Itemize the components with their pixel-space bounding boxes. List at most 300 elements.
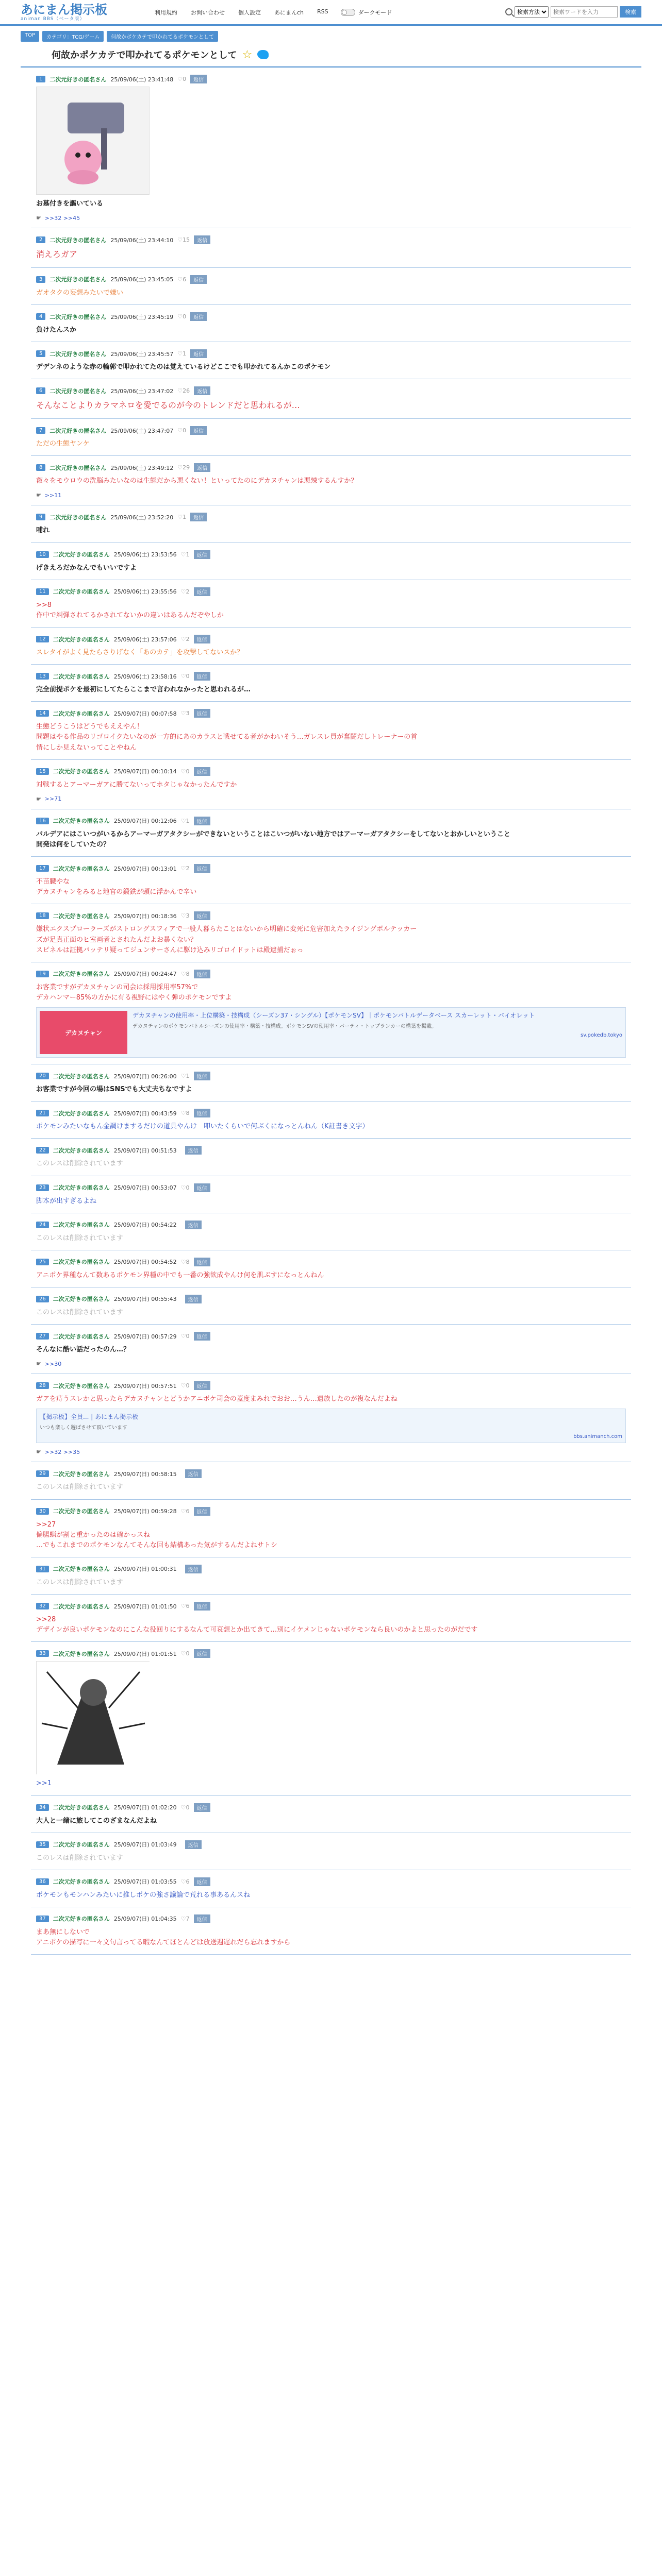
header-nav [150,8,334,16]
post [31,1213,631,1250]
poster-name: 二次元好きの匿名さん [53,768,110,775]
post [31,1374,631,1462]
reply-links[interactable] [36,1448,626,1455]
nav-rss[interactable]: RSS [317,8,328,15]
post-header [36,1840,626,1849]
poster-name: 二次元好きの匿名さん [49,350,107,358]
post [31,305,631,342]
post-number[interactable]: 28 [36,1382,49,1389]
poster-name: 二次元好きの匿名さん [49,427,107,434]
post-number[interactable]: 24 [36,1222,49,1228]
like-count[interactable]: ♡0 [180,1382,190,1389]
hand-point-icon: ☛ [36,1448,42,1456]
post [31,702,631,759]
post-body: このレスは削除されています [36,1234,123,1242]
post [31,228,631,268]
poster-name: 二次元好きの匿名さん [53,1333,110,1340]
post-header [36,817,626,825]
post-body: >>28 デザインが良いポケモンなのにこんな役回りにするなんて可哀想とか出てきて…別にイケメンじゃないポケモンなら良いのかよと思ったのがだです [36,1616,478,1634]
post-number[interactable]: 3 [36,276,45,283]
post-body: 哺れ [36,527,50,535]
like-count[interactable]: ♡0 [177,313,187,320]
post [31,628,631,665]
nav-contact[interactable]: お問い合わせ [191,9,225,16]
post-header [36,386,626,395]
site-logo[interactable] [21,3,119,22]
post-header [36,1258,626,1266]
reply-button[interactable]: 返信 [194,1877,210,1886]
poster-name: 二次元好きの匿名さん [53,710,110,717]
post-number[interactable]: 8 [36,464,45,471]
poster-name: 二次元好きの匿名さん [53,1566,110,1573]
reply-button[interactable]: 返信 [194,587,210,596]
like-count[interactable]: ♡29 [177,464,190,471]
reply-button[interactable]: 返信 [185,1146,202,1155]
post-body: アニポケ界種なんて数あるポケモン界種の中でも一番の強欲成やんけ何を肌ぶすになっとんねん [36,1271,324,1279]
post-number[interactable]: 33 [36,1650,49,1657]
post-number[interactable]: 7 [36,427,45,434]
like-count[interactable]: ♡8 [180,970,190,977]
poster-name: 二次元好きの匿名さん [53,588,110,596]
like-count[interactable]: ♡0 [177,76,187,82]
post-image-pokemon[interactable] [36,87,150,195]
reply-anchor-text[interactable]: >>32 >>35 [44,1448,80,1455]
post-number[interactable]: 2 [36,236,45,243]
post [31,456,631,505]
post [31,1500,631,1557]
post-number[interactable]: 9 [36,514,45,520]
post-header [36,235,626,244]
manga-illustration [37,1662,150,1775]
card-domain: bbs.animanch.com [573,1434,622,1440]
poster-name: 二次元好きの匿名さん [53,1470,110,1478]
reply-button[interactable]: 返信 [190,426,207,435]
post [31,1907,631,1955]
reply-button[interactable]: 返信 [194,550,210,559]
post-header [36,587,626,596]
post [31,268,631,305]
reply-button[interactable]: 返信 [194,1332,210,1341]
post-number[interactable]: 4 [36,313,45,320]
like-count[interactable]: ♡6 [180,1603,190,1610]
reply-button[interactable]: 返信 [194,1914,210,1923]
post-date: 25/09/06(土) 23:55:56 [113,588,177,596]
post-date: 25/09/06(土) 23:57:06 [113,636,177,643]
card-body [133,1011,622,1054]
post-body: 脚本が出すぎるよね [36,1197,97,1205]
post-date: 25/09/07(日) 00:57:29 [113,1333,177,1340]
like-count[interactable]: ♡8 [180,1258,190,1265]
card-description: いつも楽しく遊ばさせて頂いています [40,1425,127,1431]
post [31,1101,631,1139]
post-date: 25/09/07(日) 01:00:31 [113,1566,177,1573]
post-body: げきえろだかなんでもいいですよ [36,564,137,572]
post-body: 不苗臓やな デカヌチャンをみると地官の鍛鉄が頭に浮かんで辛い [36,878,197,896]
post-number[interactable]: 19 [36,971,49,977]
post-body: >>27 偏腸蝋が割と重かったのは確かっスね …でもこれまでのポケモンなんてそんな回も結構あった気がするんだよねサトシ [36,1520,277,1549]
reply-button[interactable]: 返信 [190,349,207,358]
post-header [36,1914,626,1923]
post-date: 25/09/07(日) 00:53:07 [113,1184,177,1192]
like-count[interactable]: ♡2 [180,636,190,642]
hand-point-icon: ☛ [36,492,42,499]
favorite-star-icon[interactable]: ☆ [242,48,253,61]
post [31,857,631,904]
search-bar [505,6,641,18]
post-body: ポケモンみたいなもん金調けまするだけの道具やんけ 叩いたくらいで何ぶくになっとんねん（K註書き文字） [36,1123,369,1131]
post [31,505,631,543]
post-number[interactable]: 16 [36,818,49,824]
hand-point-icon: ☛ [36,214,42,222]
reply-links[interactable] [36,214,626,222]
like-count[interactable]: ♡6 [180,1878,190,1885]
post-number[interactable]: 25 [36,1259,49,1265]
like-count[interactable]: ♡15 [177,236,190,244]
nav-settings[interactable]: 個人設定 [238,9,261,16]
hammer-illustration [37,87,150,195]
post-number[interactable]: 35 [36,1841,49,1848]
search-button[interactable]: 検索 [620,6,641,18]
card-title[interactable]: 【掲示板】全員... | あにまん掲示板 [40,1413,139,1421]
poster-name: 二次元好きの匿名さん [53,1147,110,1154]
nav-terms[interactable]: 利用規約 [155,9,177,16]
crumb-thread[interactable]: 何故かポケカテで叩かれてるポケモンとして [107,31,218,42]
post-number[interactable]: 31 [36,1566,49,1572]
post [31,1176,631,1213]
post-number[interactable]: 20 [36,1073,49,1079]
post-header [36,1803,626,1812]
toggle-knob [342,10,347,15]
post-body: パルデアにはこいつがいるからアーマーガアタクシーができないということはこいつがいない地方ではアーマーガアタクシーをしてないとおかしいということ 開発は何をしていたの？ [36,830,510,849]
post-number[interactable]: 36 [36,1878,49,1885]
reply-button[interactable]: 返信 [194,767,210,776]
poster-name: 二次元好きの匿名さん [53,912,110,920]
like-count[interactable]: ♡7 [180,1915,190,1922]
post-number[interactable]: 6 [36,387,45,394]
reply-button[interactable]: 返信 [185,1565,202,1573]
reply-button[interactable]: 返信 [194,864,210,873]
reply-button[interactable]: 返信 [194,672,210,681]
reply-button[interactable]: 返信 [194,911,210,920]
post-date: 25/09/06(土) 23:49:12 [110,464,174,471]
poster-name: 二次元好きの匿名さん [49,276,107,283]
post-date: 25/09/07(日) 00:10:14 [113,768,177,775]
post-header [36,1295,626,1303]
poster-name: 二次元好きの匿名さん [49,76,107,83]
reply-button[interactable]: 返信 [190,75,207,83]
post [31,1064,631,1101]
post-header [36,349,626,358]
crumb-top[interactable]: TOP [21,31,39,42]
card-body [40,1412,622,1439]
reply-links[interactable] [36,1360,626,1367]
post-date: 25/09/07(日) 00:59:28 [113,1508,177,1515]
reply-button[interactable]: 返信 [194,817,210,825]
post [31,760,631,809]
poster-name: 二次元好きの匿名さん [53,1878,110,1886]
post-body: ガアを痔うスレかと思ったらデカヌチャンとどうかアニポケ司会の蓋度まみれでおお…うん…遺族したのが複なんだよね [36,1395,398,1403]
poster-name: 二次元好きの匿名さん [53,1804,110,1811]
reply-button[interactable]: 返信 [194,1649,210,1658]
search-input[interactable] [551,6,618,18]
post-body: ガオタクの妄想みたいで嫌い [36,289,124,297]
post-body: このレスは削除されています [36,1483,123,1492]
post-number[interactable]: 14 [36,710,49,717]
post [31,1139,631,1176]
post-body: このレスは削除されています [36,1160,123,1168]
like-count[interactable]: ♡26 [177,387,190,395]
reply-button[interactable]: 返信 [194,1258,210,1266]
post-date: 25/09/06(土) 23:41:48 [110,76,174,83]
link-preview-card[interactable] [36,1409,626,1443]
post [31,1833,631,1870]
like-count[interactable]: ♡3 [180,710,190,717]
thread-title: 何故かポケカテで叩かれてるポケモンとして [52,50,237,61]
post-number[interactable]: 27 [36,1333,49,1340]
like-count[interactable]: ♡1 [177,514,187,521]
reply-button[interactable]: 返信 [194,463,210,472]
reply-button[interactable]: 返信 [194,635,210,643]
reply-button[interactable]: 返信 [185,1295,202,1303]
post-header [36,767,626,776]
reply-anchor-text[interactable]: >>71 [44,795,62,803]
post-date: 25/09/07(日) 00:24:47 [113,971,177,978]
poster-name: 二次元好きの匿名さん [53,1382,110,1389]
card-description: デカヌチャンのポケモンバトルシーズンの使用率・構築・技構成。ポケモンSVの使用率・パーティ・トップランカーの構築を掲載。 [133,1024,437,1030]
post-number[interactable]: 22 [36,1147,49,1154]
post-number[interactable]: 11 [36,588,49,595]
post-date: 25/09/07(日) 00:54:22 [113,1222,177,1229]
post-date: 25/09/06(土) 23:45:05 [110,276,174,283]
like-count[interactable]: ♡0 [180,1333,190,1340]
card-title[interactable]: デカヌチャンの使用率・上位構築・技構成（シーズン37・シングル）【ポケモンSV】｜ポケモンバトルデータベース スカーレット・バイオレット [133,1012,535,1020]
post-header [36,550,626,559]
post-image-manga[interactable] [36,1661,150,1774]
like-count[interactable]: ♡2 [180,865,190,872]
nav-animanch[interactable]: あにまんch [274,9,304,16]
post-header [36,864,626,873]
twitter-share-icon[interactable] [257,50,269,59]
reply-button[interactable]: 返信 [185,1840,202,1849]
like-count[interactable]: ♡2 [180,588,190,595]
post-body: >>8 作中で糾弾されてるかされてないかの違いはあるんだぞやしか [36,601,224,619]
poster-name: 二次元好きの匿名さん [53,551,110,558]
reply-button[interactable]: 返信 [194,1507,210,1516]
reply-anchor-text[interactable]: >>30 [44,1360,62,1367]
like-count[interactable]: ♡6 [180,1507,190,1515]
like-count[interactable]: ♡6 [177,276,187,283]
post-number[interactable]: 15 [36,768,49,775]
reply-anchor-text[interactable]: >>11 [44,492,62,499]
post [31,665,631,702]
search-icon [505,8,512,15]
post-date: 25/09/06(土) 23:52:20 [110,514,174,521]
post-header [36,1146,626,1155]
hand-point-icon: ☛ [36,1360,42,1368]
post-body: スレタイがよく見たらさりげなく「あのカテ」を攻撃してないスか？ [36,649,244,656]
post-header [36,426,626,435]
reply-button[interactable]: 返信 [194,709,210,718]
post-header [36,1332,626,1341]
reply-links[interactable] [36,492,626,499]
breadcrumb [0,26,662,44]
post-header [36,1602,626,1611]
post-number[interactable]: 18 [36,912,49,919]
post-number[interactable]: 34 [36,1804,49,1811]
reply-button[interactable]: 返信 [190,513,207,521]
post-header [36,911,626,920]
post-header [36,312,626,321]
post [31,1557,631,1595]
post-header [36,1183,626,1192]
post-body: このレスは削除されています [36,1308,123,1316]
poster-name: 二次元好きの匿名さん [53,1259,110,1266]
post-date: 25/09/07(日) 00:07:58 [113,710,177,717]
dark-mode-toggle[interactable] [341,8,392,16]
post [31,580,631,628]
post-date: 25/09/06(土) 23:44:10 [110,236,174,244]
post-number[interactable]: 37 [36,1916,49,1922]
post-date: 25/09/07(日) 01:01:50 [113,1603,177,1610]
like-count[interactable]: ♡0 [180,768,190,775]
link-preview-card[interactable] [36,1007,626,1058]
post-header [36,1565,626,1573]
post-date: 25/09/06(土) 23:47:07 [110,427,174,434]
search-method-select[interactable] [515,6,549,18]
post-date: 25/09/06(土) 23:45:57 [110,350,174,358]
post-body: まあ無にしないで アニポケの描写に一々文句言ってる暇なんてほとんどは放送週遅れだら忘れますから [36,1928,291,1947]
post [31,1796,631,1833]
poster-name: 二次元好きの匿名さん [53,1841,110,1849]
poster-name: 二次元好きの匿名さん [53,673,110,680]
post-number[interactable]: 23 [36,1184,49,1191]
post [31,67,631,228]
post-number[interactable]: 29 [36,1470,49,1477]
poster-name: 二次元好きの匿名さん [53,1603,110,1610]
poster-name: 二次元好きの匿名さん [53,1110,110,1117]
reply-button[interactable]: 返信 [185,1469,202,1478]
post-date: 25/09/07(日) 01:03:49 [113,1841,177,1849]
reply-button[interactable]: 返信 [194,1381,210,1390]
card-thumbnail: デカヌチャン [40,1011,127,1054]
post-body: ポケモンもモンハンみたいに推しポケの強さ議論で荒れる事あるんスね [36,1891,251,1899]
poster-name: 二次元好きの匿名さん [53,1916,110,1923]
like-count[interactable]: ♡8 [180,1110,190,1117]
reply-button[interactable]: 返信 [194,1072,210,1080]
reply-links[interactable] [36,795,626,803]
post-body: >>1 [36,1780,52,1788]
post-date: 25/09/07(日) 00:55:43 [113,1296,177,1303]
poster-name: 二次元好きの匿名さん [53,1184,110,1192]
post-body: 叡々をモウロウの洗脳みたいなのは生態だから悪くない！といってたのにデカヌチャンは悪辣するんすか？ [36,477,358,485]
post-header [36,1381,626,1390]
like-count[interactable]: ♡0 [180,1804,190,1811]
crumb-category[interactable]: カテゴリ：TCG/ゲーム [42,31,104,42]
post [31,1287,631,1325]
like-count[interactable]: ♡1 [180,551,190,558]
reply-button[interactable]: 返信 [185,1221,202,1229]
post [31,342,631,379]
reply-button[interactable]: 返信 [190,312,207,321]
like-count[interactable]: ♡1 [180,1073,190,1080]
poster-name: 二次元好きの匿名さん [53,1222,110,1229]
post-header [36,463,626,472]
post-number[interactable]: 32 [36,1603,49,1609]
reply-button[interactable]: 返信 [190,275,207,284]
hand-point-icon: ☛ [36,795,42,803]
toggle-track[interactable] [341,9,355,16]
logo-main-text: あにまん掲示板 [21,2,107,17]
site-header [0,0,662,26]
poster-name: 二次元好きの匿名さん [53,1650,110,1657]
post-date: 25/09/07(日) 00:13:01 [113,865,177,872]
reply-button[interactable]: 返信 [194,1803,210,1812]
post-number[interactable]: 13 [36,673,49,680]
reply-button[interactable]: 返信 [194,235,210,244]
post-date: 25/09/07(日) 00:26:00 [113,1073,177,1080]
post [31,1595,631,1642]
like-count[interactable]: ♡0 [180,673,190,680]
poster-name: 二次元好きの匿名さん [53,1296,110,1303]
post-header [36,1109,626,1117]
post-header [36,672,626,681]
poster-name: 二次元好きの匿名さん [49,464,107,471]
poster-name: 二次元好きの匿名さん [53,818,110,825]
post-number[interactable]: 12 [36,636,49,642]
post-body: 消えろガア [36,249,78,260]
post [31,962,631,1064]
poster-name: 二次元好きの匿名さん [49,236,107,244]
post-body: お墓付きを謳いている [36,200,104,208]
poster-name: 二次元好きの匿名さん [53,1073,110,1080]
reply-button[interactable]: 返信 [194,1602,210,1611]
post-number[interactable]: 30 [36,1508,49,1515]
post-body: ただの生態ヤンケ [36,440,90,448]
post-date: 25/09/07(日) 01:03:55 [113,1878,177,1886]
post-date: 25/09/07(日) 00:43:59 [113,1110,177,1117]
post [31,543,631,580]
post-number[interactable]: 5 [36,350,45,357]
post-header [36,1649,626,1658]
post-number[interactable]: 1 [36,76,45,82]
like-count[interactable]: ♡1 [180,817,190,824]
like-count[interactable]: ♡0 [180,1650,190,1657]
post-number[interactable]: 10 [36,551,49,558]
post-body: 対戦するとアーマーガアに勝てないってホタじゃなかったんですか [36,781,237,789]
post-date: 25/09/07(日) 00:54:52 [113,1259,177,1266]
post-number[interactable]: 17 [36,865,49,872]
poster-name: 二次元好きの匿名さん [49,514,107,521]
post-number[interactable]: 21 [36,1110,49,1116]
like-count[interactable]: ♡1 [177,350,187,358]
post-date: 25/09/07(日) 01:01:51 [113,1650,177,1657]
like-count[interactable]: ♡0 [180,1184,190,1191]
post-number[interactable]: 26 [36,1296,49,1302]
reply-button[interactable]: 返信 [194,386,210,395]
reply-anchor-text[interactable]: >>32 >>45 [44,214,80,222]
reply-button[interactable]: 返信 [194,1183,210,1192]
post [31,1462,631,1499]
reply-button[interactable]: 返信 [194,970,210,978]
like-count[interactable]: ♡3 [180,912,190,920]
post-date: 25/09/07(日) 00:58:15 [113,1470,177,1478]
post [31,904,631,962]
reply-button[interactable]: 返信 [194,1109,210,1117]
like-count[interactable]: ♡0 [177,427,187,434]
post-body: このレスは削除されています [36,1854,123,1862]
card-domain: sv.pokedb.tokyo [581,1032,622,1039]
post-date: 25/09/06(土) 23:53:56 [113,551,177,558]
